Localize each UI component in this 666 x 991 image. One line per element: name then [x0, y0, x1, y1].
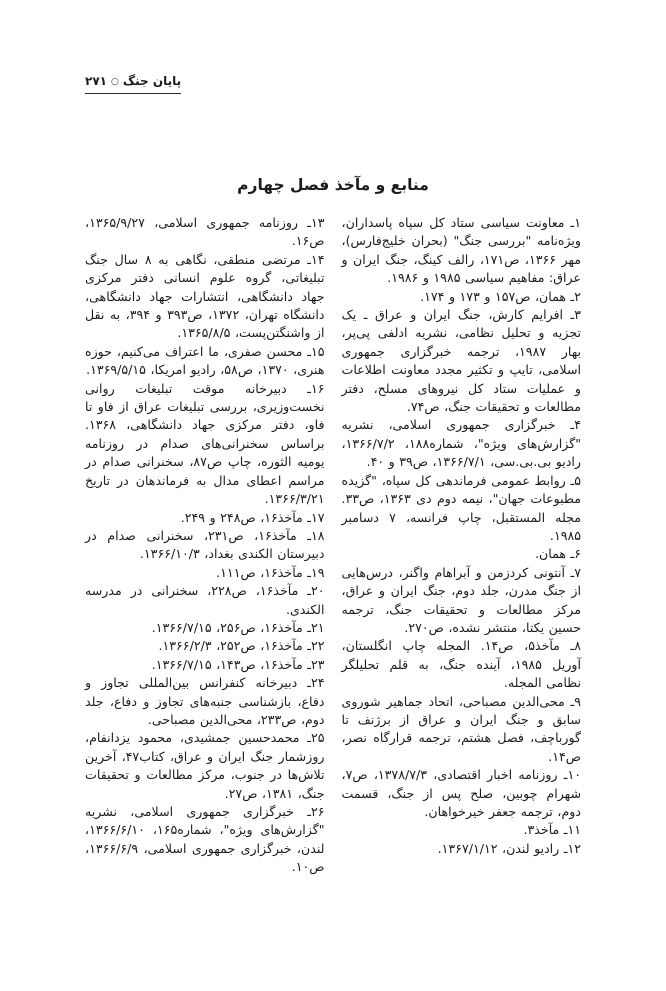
reference-item: ۱۴ـ مرتضی منطقی، نگاهی به ۸ سال جنگ تبلیغاتی، گروه علوم انسانی دفتر مرکزی جهاد دانشگاهی، انتشارات جهاد دانشگاهی، دانشگاه تهران، ۱۳۷۲، ص۳۹۳ و ۳۹۴، به نقل از واشنگتن‌پست، ۱۳۶۵/۸/۵.: [85, 251, 325, 341]
header-separator-circle-icon: ○: [110, 77, 119, 87]
reference-item: ۱۷ـ مآخذ۱۶، ص۲۴۸ و ۲۴۹.: [180, 509, 325, 525]
reference-item: ۱ـ معاونت سیاسی ستاد کل سپاه پاسداران، ویژه‌نامه "بررسی جنگ" (بحران خلیج‌فارس)، مهر ۱۳۶۶، ص۱۷۱، رالف کینگ، جنگ ایران و عراق: مفاهیم سیاسی ۱۹۸۵ و ۱۹۸۶.: [341, 215, 581, 286]
references-right-column: [342, 214, 582, 877]
reference-item: ۹ـ محی‌الدین مصباحی، اتحاد جماهیر شوروی سابق و جنگ ایران و عراق از برژنف تا گورباچف، فصل هشتم، ترجمه قرارگاه نصر، ص۱۴.: [341, 693, 581, 764]
reference-item: ۲۰ـ مآخذ۱۶، ص۲۲۸، سخنرانی در مدرسه الکندی.: [85, 583, 325, 617]
reference-item: ۸ـ مآخذ۵، ص۱۴. المجله چاپ انگلستان، آوریل ۱۹۸۵، آینده جنگ، به قلم تحلیلگر نظامی المجله.: [341, 638, 581, 691]
reference-item: ۲ـ همان، ص۱۵۷ و ۱۷۳ و ۱۷۴.: [420, 288, 581, 304]
reference-item: ۲۱ـ مآخذ۱۶، ص۲۵۶، ۱۳۶۶/۷/۱۵.: [151, 619, 325, 635]
reference-item: ۱۰ـ روزنامه اخبار اقتصادی، ۱۳۷۸/۷/۳، ص۷، شهرام چوبین، صلح پس از جنگ، قسمت دوم، ترجمه جعفر خیرخواهان.: [341, 767, 581, 819]
reference-item: ۲۲ـ مآخذ۱۶، ص۲۵۲، ۱۳۶۶/۲/۳.: [158, 638, 325, 654]
reference-item: ۱۹ـ مآخذ۱۶، ص۱۱۱.: [216, 564, 325, 580]
reference-item: ۳ـ افرایم کارش، جنگ ایران و عراق ـ یک تجزیه و تحلیل نظامی، نشریه ادلفی پی‌پر، بهار ۱۹۸۷، ترجمه خبرگزاری جمهوری اسلامی، تایپ و تکثیر مجدد معاونت اطلاعات و عملیات ستاد کل نیروهای مسلح، دفتر مطالعات و تحقیقات جنگ، ص۷۴.: [341, 307, 581, 415]
section-title: منابع و مآخذ فصل چهارم: [237, 176, 429, 194]
reference-item: ۲۶ـ خبرگزاری جمهوری اسلامی، نشریه "گزارش‌های ویژه"، شماره۱۶۵، ۱۳۶۶/۶/۱۰، لندن، خبرگزاری جمهوری اسلامی، ۱۳۶۶/۶/۹، ص۱۰.: [85, 804, 325, 875]
running-head-title: پایان جنگ: [122, 74, 182, 88]
reference-item: ۷ـ آنتونی کردزمن و آبراهام واگنر، درس‌هایی از جنگ مدرن، جلد دوم، جنگ ایران و عراق، مرکز مطالعات و تحقیقات جنگ، ترجمه حسین یکتا، منتشر نشده، ص۲۷۰.: [341, 564, 581, 635]
references-left-column: [85, 214, 325, 877]
references-columns: [85, 214, 581, 877]
reference-item: ۲۳ـ مآخذ۱۶، ص۱۴۳، ۱۳۶۶/۷/۱۵.: [151, 656, 325, 672]
reference-item: ۶ـ همان.: [535, 546, 581, 562]
reference-item: ۱۶ـ دبیرخانه موقت تبلیغات روانی نخست‌وزیری، بررسی تبلیغات عراق از فاو تا فاو، دفتر مرکزی جهاد دانشگاهی، ۱۳۶۸. براساس سخنرانی‌های صدام در روزنامه یومیه الثوره، چاپ ص۸۷، سخنرانی صدام در مراسم اعطای مدال به فرماندهان در تاریخ ۱۳۶۶/۳/۲۱.: [85, 380, 325, 507]
page-number: ۲۷۱: [85, 74, 107, 88]
reference-item: ۱۸ـ مآخذ۱۶، ص۲۳۱، سخنرانی صدام در دبیرستان الکندی بغداد، ۱۳۶۶/۱۰/۳.: [85, 527, 325, 562]
reference-item: ۱۱ـ مآخذ۳.: [523, 822, 581, 838]
reference-item: ۲۵ـ محمدحسین جمشیدی، محمود یزدانفام، روزشمار جنگ ایران و عراق، کتاب۴۷، آخرین تلاش‌ها در جنوب، مرکز مطالعات و تحقیقات جنگ، ۱۳۸۱، ص۲۷.: [85, 730, 325, 801]
reference-item: ۱۳ـ روزنامه جمهوری اسلامی، ۱۳۶۵/۹/۲۷، ص۱۶.: [85, 215, 325, 249]
running-head: [85, 74, 181, 94]
reference-item: ۱۲ـ رادیو لندن، ۱۳۶۷/۱/۱۲.: [437, 840, 581, 856]
reference-item: ۱۵ـ محسن صفری، ما اعتراف می‌کنیم، حوزه هنری، ۱۳۷۰، ص۵۸، رادیو امریکا، ۱۳۶۹/۵/۱۵.: [85, 343, 325, 378]
reference-item: ۵ـ روابط عمومی فرماندهی کل سپاه، "گزیده مطبوعات جهان"، نیمه دوم دی ۱۳۶۳، ص۳۳. مجله المستقبل، چاپ فرانسه، ۷ دسامبر ۱۹۸۵.: [341, 472, 581, 543]
reference-item: ۲۴ـ دبیرخانه کنفرانس بین‌المللی تجاوز و دفاع، بازشناسی جنبه‌های تجاوز و دفاع، جلد دوم، ص۲۳۳، محی‌الدین مصباحی.: [85, 675, 325, 727]
reference-item: ۴ـ خبرگزاری جمهوری اسلامی، نشریه "گزارش‌های ویژه"، شماره۱۸۸، ۱۳۶۶/۷/۲، رادیو بی.بی.سی، ۱۳۶۶/۷/۱، ص۳۹ و ۴۰.: [341, 417, 582, 470]
